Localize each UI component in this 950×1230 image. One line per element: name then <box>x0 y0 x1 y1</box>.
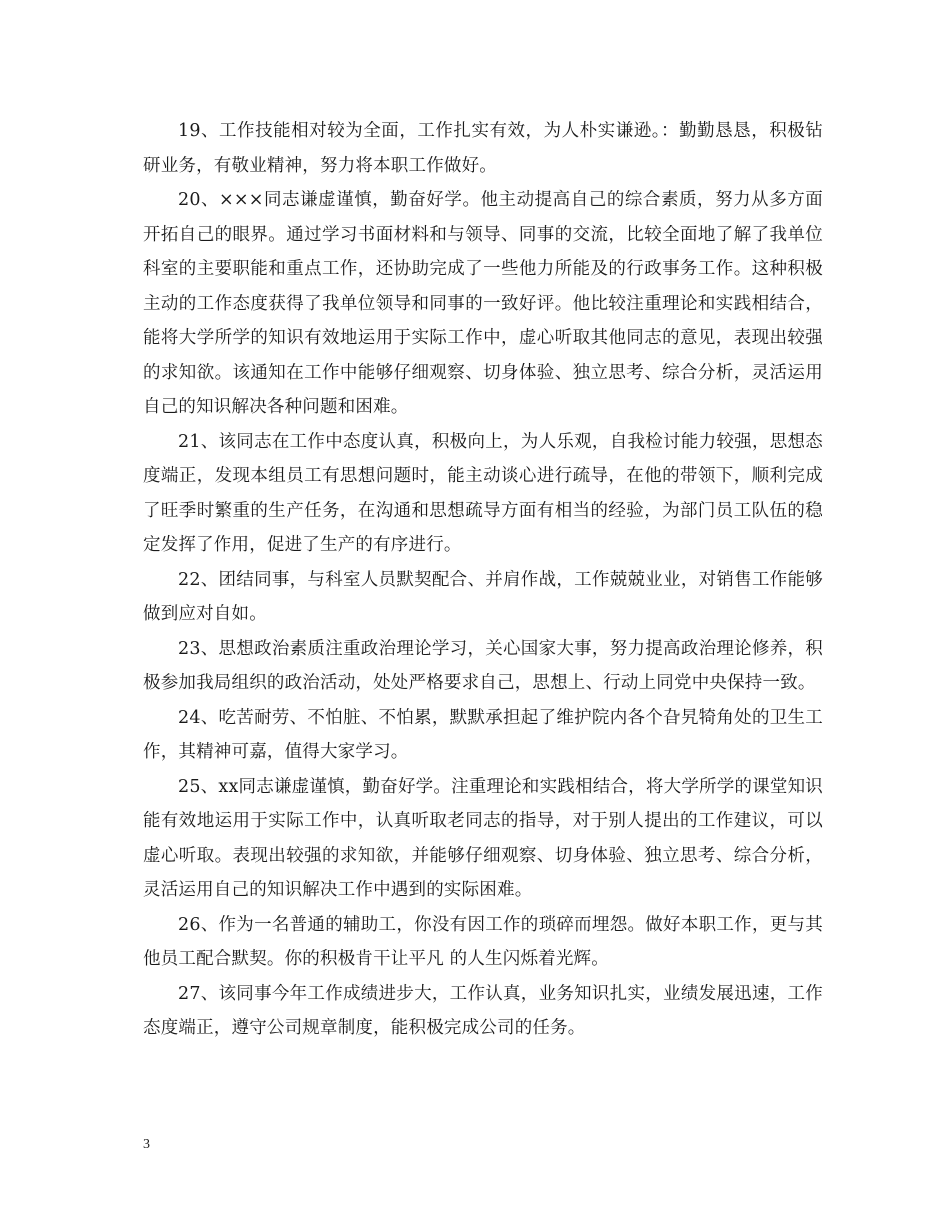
paragraph-25: 25、xx同志谦虚谨慎，勤奋好学。注重理论和实践相结合，将大学所学的课堂知识能有效地运用于实际工作中，认真听取老同志的指导，对于别人提出的工作建议，可以虚心听取。表现出较强的求知欲，并能够仔细观察、切身体验、独立思考、综合分析，灵活运用自己的知识解决工作中遇到的实际困难。 <box>143 776 823 900</box>
paragraph-27: 27、该同事今年工作成绩进步大，工作认真，业务知识扎实，业绩发展迅速，工作态度端正，遵守公司规章制度，能积极完成公司的任务。 <box>143 983 823 1038</box>
document-body <box>143 114 823 1046</box>
paragraph-22: 22、团结同事，与科室人员默契配合、并肩作战，工作兢兢业业，对销售工作能够做到应对自如。 <box>143 569 823 624</box>
paragraph-19: 19、工作技能相对较为全面，工作扎实有效，为人朴实谦逊。：勤勤恳恳，积极钻研业务，有敬业精神，努力将本职工作做好。 <box>143 121 823 176</box>
paragraph-26: 26、作为一名普通的辅助工，你没有因工作的琐碎而埋怨。做好本职工作，更与其他员工配合默契。你的积极肯干让平凡 的人生闪烁着光辉。 <box>143 914 823 969</box>
paragraph-20: 20、×××同志谦虚谨慎，勤奋好学。他主动提高自己的综合素质，努力从多方面开拓自己的眼界。通过学习书面材料和与领导、同事的交流，比较全面地了解了我单位科室的主要职能和重点工作，还协助完成了一些他力所能及的行政事务工作。这种积极主动的工作态度获得了我单位领导和同事的一致好评。他比较注重理论和实践相结合，能将大学所学的知识有效地运用于实际工作中，虚心听取其他同志的意见，表现出较强的求知欲。该通知在工作中能够仔细观察、切身体验、独立思考、综合分析，灵活运用自己的知识解决各种问题和困难。 <box>143 190 823 417</box>
paragraph-24: 24、吃苦耐劳、不怕脏、不怕累，默默承担起了维护院内各个旮旯犄角处的卫生工作，其精神可嘉，值得大家学习。 <box>143 707 823 762</box>
page-number: 3 <box>143 1137 150 1152</box>
paragraph-21: 21、该同志在工作中态度认真，积极向上，为人乐观，自我检讨能力较强，思想态度端正，发现本组员工有思想问题时，能主动谈心进行疏导，在他的带领下，顺利完成了旺季时繁重的生产任务，在沟通和思想疏导方面有相当的经验，为部门员工队伍的稳定发挥了作用，促进了生产的有序进行。 <box>143 431 823 555</box>
paragraph-23: 23、思想政治素质注重政治理论学习，关心国家大事，努力提高政治理论修养，积极参加我局组织的政治活动，处处严格要求自己，思想上、行动上同党中央保持一致。 <box>143 638 823 693</box>
